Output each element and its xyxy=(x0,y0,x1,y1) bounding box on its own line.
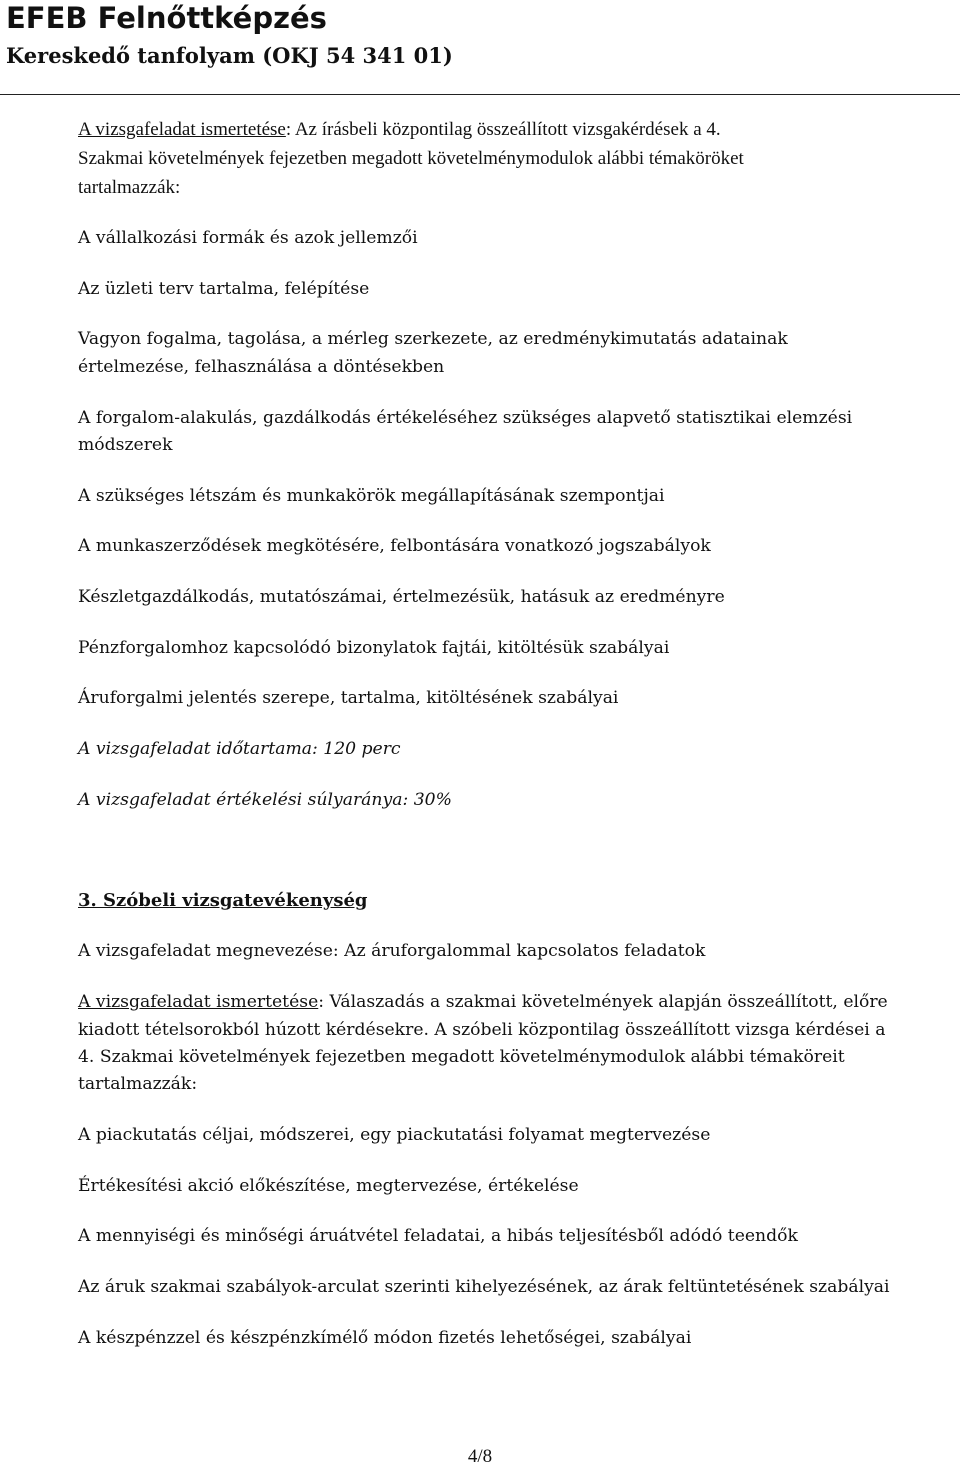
written-topic: A forgalom-alakulás, gazdálkodás értékeléséhez szükséges alapvető statisztikai elemzési xyxy=(78,408,853,428)
oral-intro-line-3: 4. Szakmai követelmények fejezetben megadott követelménymodulok alábbi témaköreit xyxy=(78,1047,845,1067)
oral-topic: A készpénzzel és készpénzkímélő módon fizetés lehetőségei, szabályai xyxy=(78,1328,692,1348)
written-topic: Vagyon fogalma, tagolása, a mérleg szerkezete, az eredménykimutatás adatainak xyxy=(78,329,788,349)
oral-task-name: A vizsgafeladat megnevezése: Az áruforgalommal kapcsolatos feladatok xyxy=(78,941,706,961)
written-topic: módszerek xyxy=(78,435,173,455)
oral-topic: Értékesítési akció előkészítése, megtervezése, értékelése xyxy=(78,1176,579,1196)
written-topic: A szükséges létszám és munkakörök megállapításának szempontjai xyxy=(78,486,665,506)
written-topic: Pénzforgalomhoz kapcsolódó bizonylatok fajtái, kitöltésük szabályai xyxy=(78,638,670,658)
oral-intro-line-1 xyxy=(78,989,888,1015)
written-topic: Áruforgalmi jelentés szerepe, tartalma, kitöltésének szabályai xyxy=(78,688,619,708)
oral-intro-label: A vizsgafeladat ismertetése xyxy=(78,992,319,1012)
oral-topic: A piackutatás céljai, módszerei, egy piackutatási folyamat megtervezése xyxy=(78,1125,711,1145)
written-intro-line-3: tartalmazzák: xyxy=(78,177,181,198)
written-duration: A vizsgafeladat időtartama: 120 perc xyxy=(78,739,401,759)
written-intro-line-2: Szakmai követelmények fejezetben megadott követelménymodulok alábbi témaköröket xyxy=(78,148,744,169)
page-number: 4/8 xyxy=(467,1446,493,1467)
course-title: Kereskedő tanfolyam (OKJ 54 341 01) xyxy=(6,43,453,68)
oral-intro-rest: : Válaszadás a szakmai követelmények alapján összeállított, előre xyxy=(318,992,888,1012)
written-weight: A vizsgafeladat értékelési súlyaránya: 30% xyxy=(78,790,452,810)
oral-intro-line-4: tartalmazzák: xyxy=(78,1074,198,1094)
written-topic: Készletgazdálkodás, mutatószámai, értelmezésük, hatásuk az eredményre xyxy=(78,587,725,607)
written-intro-line-1 xyxy=(78,117,721,143)
oral-topic: A mennyiségi és minőségi áruátvétel feladatai, a hibás teljesítésből adódó teendők xyxy=(78,1226,798,1246)
oral-topic: Az áruk szakmai szabályok-arculat szerinti kihelyezésének, az árak feltüntetésének szabályai xyxy=(78,1277,890,1297)
written-topic: A munkaszerződések megkötésére, felbontására vonatkozó jogszabályok xyxy=(78,536,711,556)
oral-section-heading: 3. Szóbeli vizsgatevékenység xyxy=(78,890,368,911)
written-intro-label: A vizsgafeladat ismertetése xyxy=(78,119,286,140)
site-title: EFEB Felnőttképzés xyxy=(6,1,327,35)
written-topic: A vállalkozási formák és azok jellemzői xyxy=(78,228,418,248)
written-topic: értelmezése, felhasználása a döntésekben xyxy=(78,357,445,377)
written-intro-rest: : Az írásbeli központilag összeállított vizsgakérdések a 4. xyxy=(285,119,721,140)
oral-intro-line-2: kiadott tételsorokból húzott kérdésekre. A szóbeli központilag összeállított vizsga kérdései a xyxy=(78,1020,886,1040)
written-topic: Az üzleti terv tartalma, felépítése xyxy=(78,279,370,299)
page-header xyxy=(0,0,960,95)
